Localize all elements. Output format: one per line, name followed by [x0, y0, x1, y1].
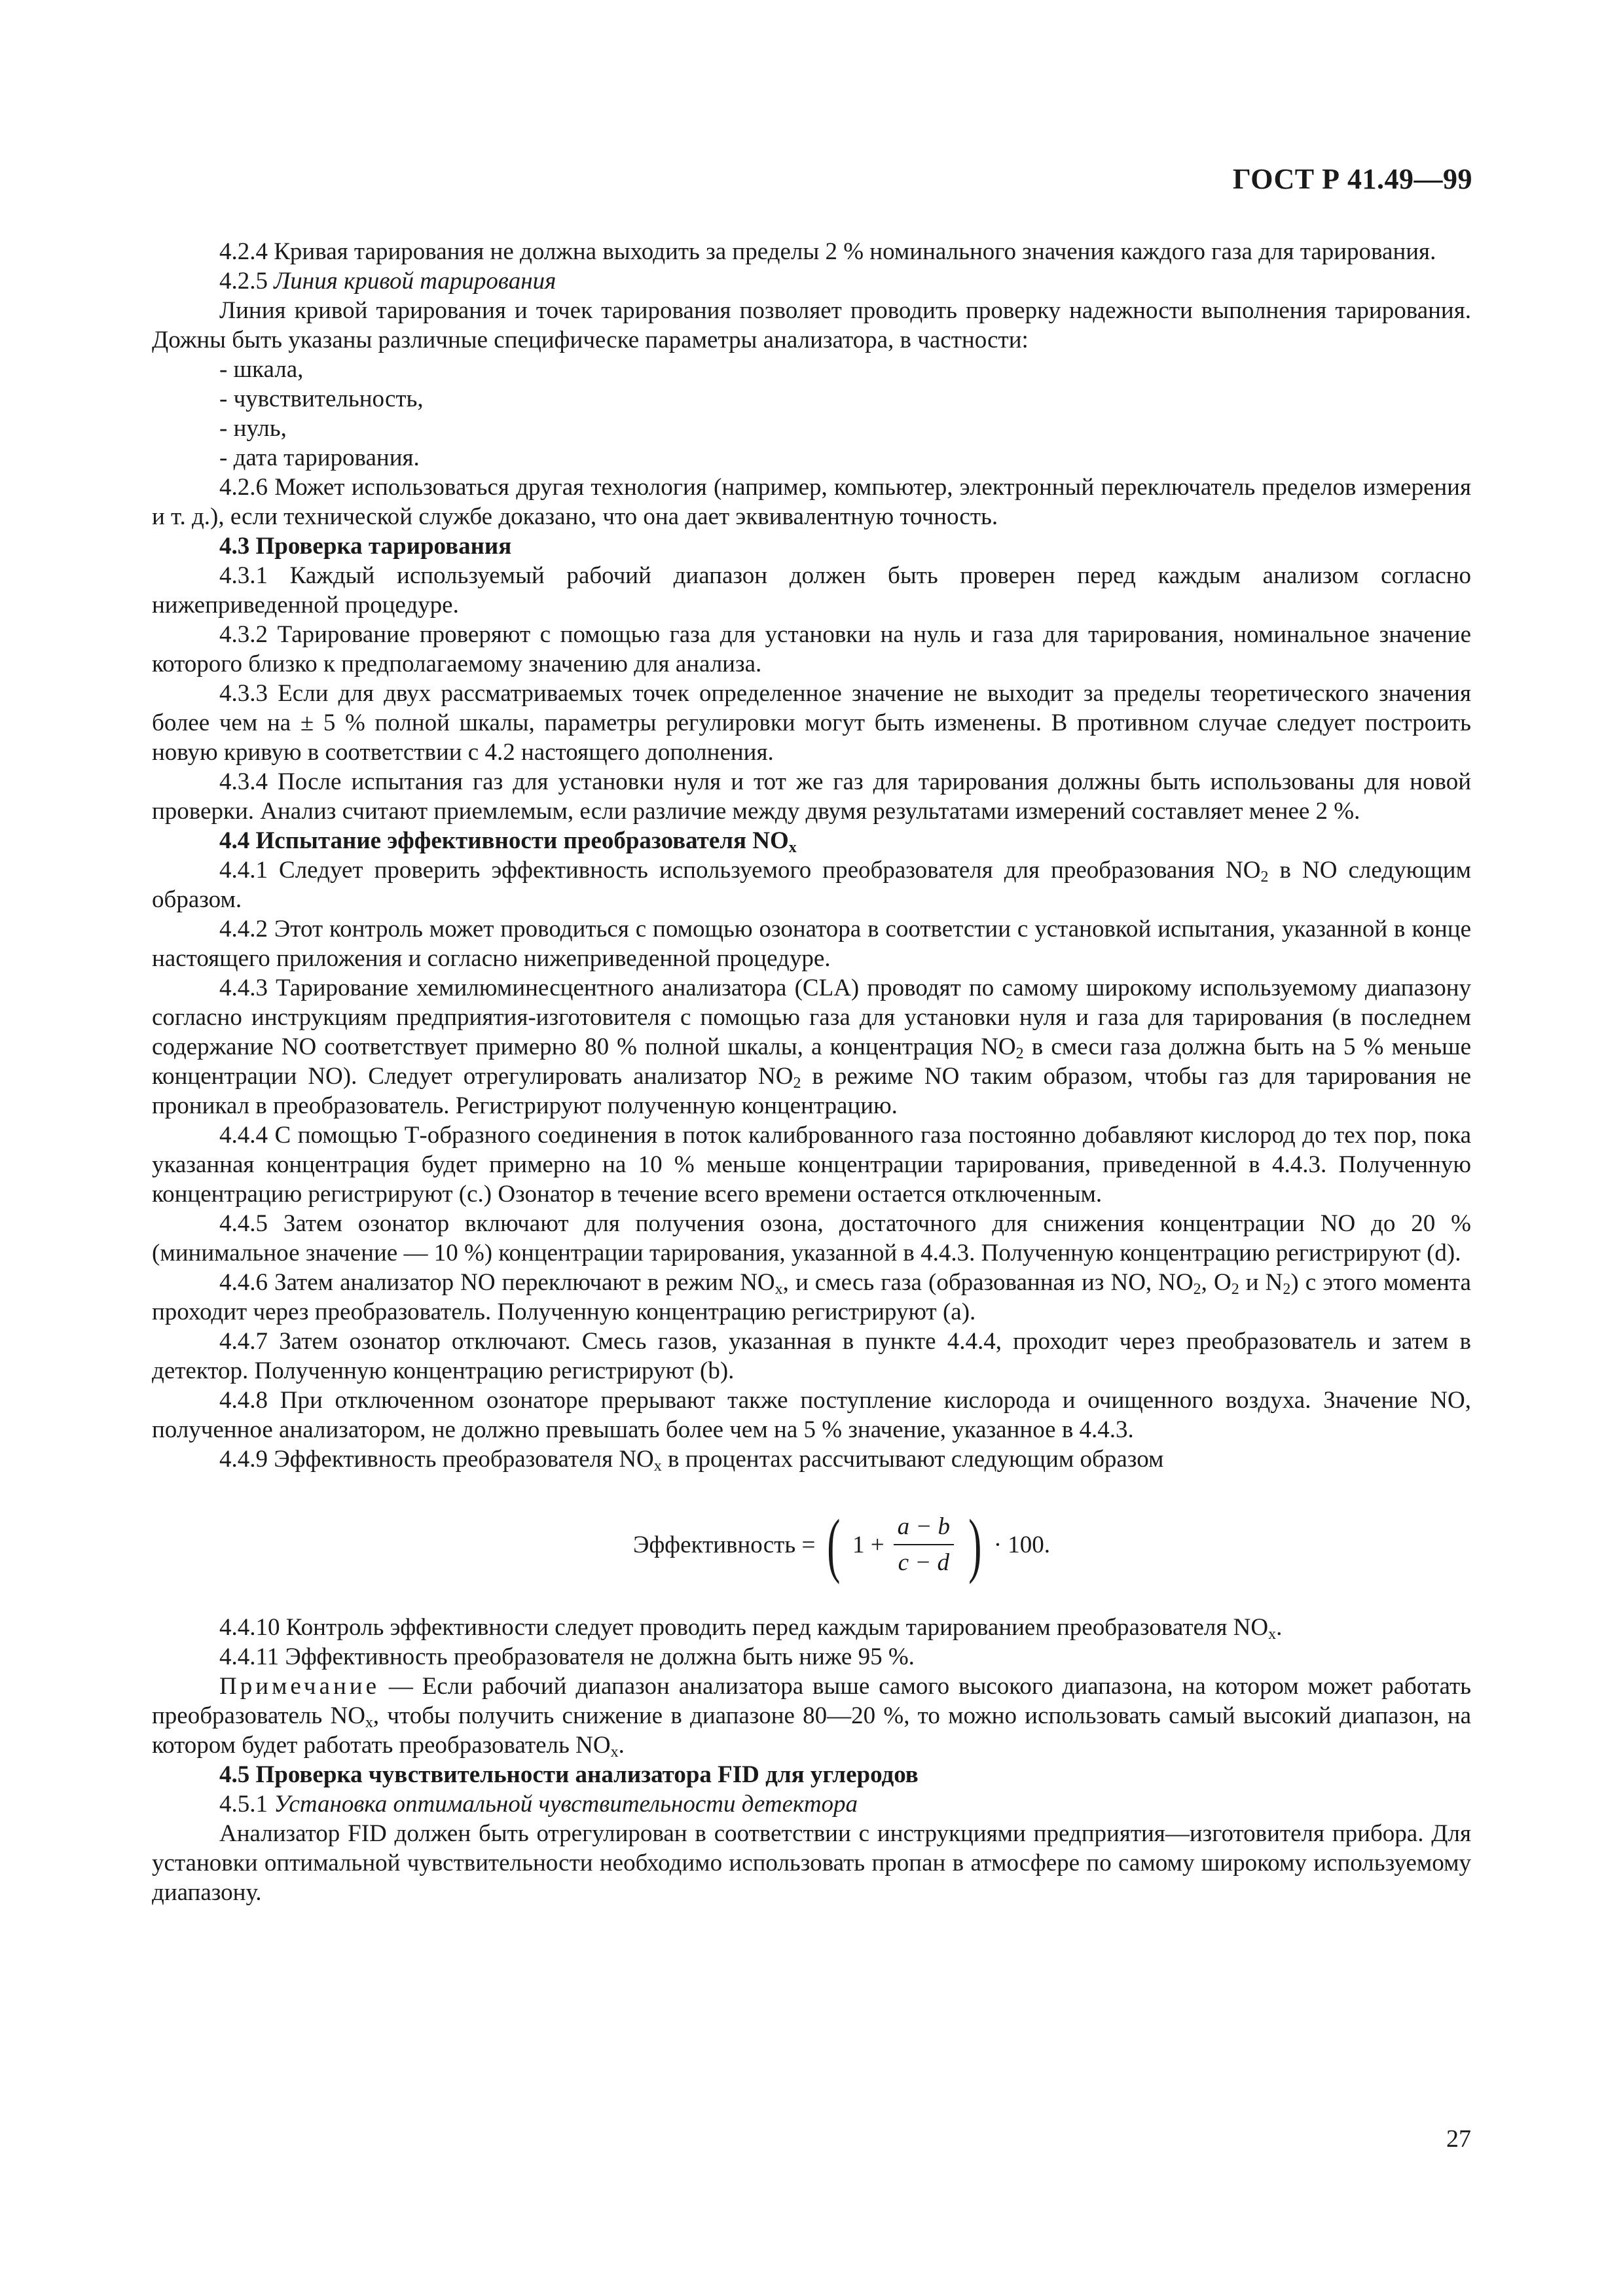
paragraph-4-4-11: 4.4.11 Эффективность преобразователя не должна быть ниже 95 %. — [219, 1643, 915, 1670]
formula-expression — [633, 1505, 1051, 1585]
list-item: - нуль, — [219, 415, 287, 442]
paragraph-4-4-4: 4.4.4 С помощью Т-образного соединения в поток калиброванного газа постоянно добавляют кислород до тех пор, пока указанная концентрация будет примерно на 10 % меньше концентрации тарирования, приведенной в 4.4.3. Полученную концентрацию регистрируют (с.) Озонатор в течение всего времени остается отключенным. — [152, 1122, 1471, 1208]
subscript: x — [788, 839, 797, 856]
subscript: 2 — [1193, 1281, 1201, 1298]
paragraph-4-4-9 — [152, 1444, 1471, 1474]
paragraph-4-5-1: Анализатор FID должен быть отрегулирован в соответствии с инструкциями предприятия—изготовителя прибора. Для установки оптимальной чувствительности необходимо использовать пропан в атмосфере по самому широкому используемому диапазону. — [152, 1820, 1471, 1906]
text-run: 4.4.9 Эффективность преобразователя NO — [219, 1446, 654, 1473]
title-text: Установка оптимальной чувствительности детектора — [274, 1791, 858, 1818]
page-number: 27 — [1446, 2125, 1471, 2153]
note-paragraph — [152, 1672, 1471, 1760]
title-number: 4.5.1 — [219, 1791, 274, 1818]
subscript: x — [653, 1458, 662, 1475]
formula-one-plus: 1 + — [852, 1531, 884, 1558]
text-run: 4.4.6 Затем анализатор NO переключают в режим NO — [219, 1269, 775, 1296]
text-run: в режиме NO таким образом, чтобы газ для тарирования не проникал в преобразователь. Регистрируют полученную концентрацию. — [152, 1063, 1471, 1119]
paragraph-4-4-1 — [152, 855, 1471, 914]
formula-close-paren: ) — [968, 1505, 982, 1585]
paragraph-4-4-5: 4.4.5 Затем озонатор включают для получения озона, достаточного для снижения концентрации NO до 20 % (минимальное значение — 10 %) концентрации тарирования, указанной в 4.4.3. Полученную концентрацию регистрируют (d). — [152, 1210, 1471, 1266]
formula-lhs: Эффективность = — [633, 1531, 816, 1558]
text-run: . — [1276, 1614, 1283, 1641]
paragraph-4-4-7: 4.4.7 Затем озонатор отключают. Смесь газов, указанная в пункте 4.4.4, проходит через преобразователь и затем в детектор. Полученную концентрацию регистрируют (b). — [152, 1328, 1471, 1384]
list-item: - дата тарирования. — [219, 444, 420, 471]
text-run: , O — [1201, 1269, 1231, 1296]
title-4-5-1 — [219, 1791, 858, 1818]
paragraph-4-3-1: 4.3.1 Каждый используемый рабочий диапазон должен быть проверен перед каждым анализом согласно нижеприведенной процедуре. — [152, 562, 1471, 619]
note-label: Примечание — [219, 1673, 380, 1700]
efficiency-formula — [152, 1498, 1471, 1596]
list-item: - чувствительность, — [219, 386, 424, 412]
subscript: x — [1268, 1626, 1277, 1643]
formula-open-paren: ( — [827, 1505, 841, 1585]
text-run: 4.4.3 Тарирование хемилюминесцентного анализатора (CLA) проводят по самому широкому используемому диапазону согласно инструкциям предприятия-изготовителя с помощью газа для установки нуля и газа для тарирования (в последнем содержание NO соответствует примерно 80 % полной шкалы, а концентрация NO — [152, 975, 1471, 1060]
formula-fraction — [894, 1512, 954, 1577]
text-run: в процентах рассчитывают следующим образом — [661, 1446, 1164, 1473]
subscript: 2 — [1231, 1281, 1239, 1298]
text-run: 4.4.1 Следует проверить эффективность используемого преобразователя для преобразования NO — [219, 857, 1261, 884]
formula-tail: · 100. — [993, 1531, 1051, 1558]
formula-denominator: c − d — [898, 1549, 950, 1576]
text-run: 4.4.10 Контроль эффективности следует проводить перед каждым тарированием преобразователя NO — [219, 1614, 1269, 1641]
paragraph-4-3-2: 4.3.2 Тарирование проверяют с помощью газа для установки на нуль и газа для тарирования, номинальное значение которого близко к предполагаемому значению для анализа. — [152, 621, 1471, 677]
paragraph-4-4-3 — [152, 973, 1471, 1121]
text-run: — Если рабочий диапазон анализатора выше самого высокого диапазона, на котором может работать преобразователь NO — [152, 1673, 1471, 1729]
text-run: в смеси газа должна быть на 5 % меньше концентрации NO). Следует отрегулировать анализатор NO — [152, 1033, 1471, 1090]
subscript: x — [775, 1281, 783, 1298]
paragraph-4-2-5: Линия кривой тарирования и точек тарирования позволяет проводить проверку надежности выполнения тарирования. Дожны быть указаны различные специфическе параметры анализатора, в частности: — [152, 297, 1471, 353]
subscript: 2 — [1015, 1045, 1024, 1062]
title-number: 4.2.5 — [219, 268, 274, 295]
paragraph-4-4-8: 4.4.8 При отключенном озонаторе прерывают также поступление кислорода и очищенного воздуха. Значение NO, полученное анализатором, не должно превышать более чем на 5 % значение, указанное в 4.4.3. — [152, 1387, 1471, 1443]
subscript: 2 — [793, 1075, 801, 1092]
paragraph-4-3-4: 4.3.4 После испытания газ для установки нуля и тот же газ для тарирования должны быть использованы для новой проверки. Анализ считают приемлемым, если различие между двумя результатами измерений составляет менее 2 %. — [152, 768, 1471, 825]
document-header: ГОСТ Р 41.49—99 — [1232, 163, 1472, 195]
text-run: и N — [1239, 1269, 1283, 1296]
text-run: , чтобы получить снижение в диапазоне 80—20 %, то можно использовать самый высокий диапазон, на котором будет работать преобразователь NO — [152, 1702, 1471, 1759]
subscript: x — [610, 1744, 619, 1761]
text-run: ) с этого момента проходит через преобразователь. Полученную концентрацию регистрируют (а). — [152, 1269, 1471, 1325]
text-run: , и смесь газа (образованная из NO, NO — [782, 1269, 1194, 1296]
subscript: 2 — [1283, 1281, 1291, 1298]
paragraph-4-2-6: 4.2.6 Может использоваться другая технология (например, компьютер, электронный переключатель пределов измерения и т. д.), если технической службе доказано, что она дает эквивалентную точность. — [152, 474, 1471, 530]
text-run: в NO следующим образом. — [152, 857, 1471, 913]
subscript: 2 — [1260, 869, 1269, 886]
paragraph-4-4-6 — [152, 1268, 1471, 1327]
section-heading-4-3: 4.3 Проверка тарирования — [219, 533, 512, 560]
paragraph-4-3-3: 4.3.3 Если для двух рассматриваемых точек определенное значение не выходит за пределы теоретического значения более чем на ± 5 % полной шкалы, параметры регулировки могут быть изменены. В противном случае следует построить новую кривую в соответствии с 4.2 настоящего дополнения. — [152, 680, 1471, 766]
heading-4-4-text: 4.4 Испытание эффективности преобразователя NO — [219, 827, 789, 854]
document-body — [152, 237, 1471, 1907]
paragraph-4-4-2: 4.4.2 Этот контроль может проводиться с помощью озонатора в соответстии с установкой испытания, указанной в конце настоящего приложения и согласно нижеприведенной процедуре. — [152, 916, 1471, 972]
text-run: . — [618, 1732, 625, 1759]
title-4-2-5 — [219, 268, 556, 295]
list-item: - шкала, — [219, 356, 304, 383]
subscript: x — [365, 1714, 373, 1731]
paragraph-4-2-4: 4.2.4 Кривая тарирования не должна выходить за пределы 2 % номинального значения каждого газа для тарирования. — [219, 238, 1436, 265]
paragraph-4-4-10 — [152, 1613, 1471, 1642]
formula-numerator: a − b — [894, 1512, 954, 1545]
paragraph-4-5-1-title — [152, 1789, 1471, 1819]
section-heading-4-4 — [152, 826, 1471, 855]
paragraph-4-2-5-title — [152, 266, 1471, 296]
title-text: Линия кривой тарирования — [274, 268, 556, 295]
section-heading-4-5: 4.5 Проверка чувствительности анализатора FID для углеродов — [219, 1761, 919, 1788]
